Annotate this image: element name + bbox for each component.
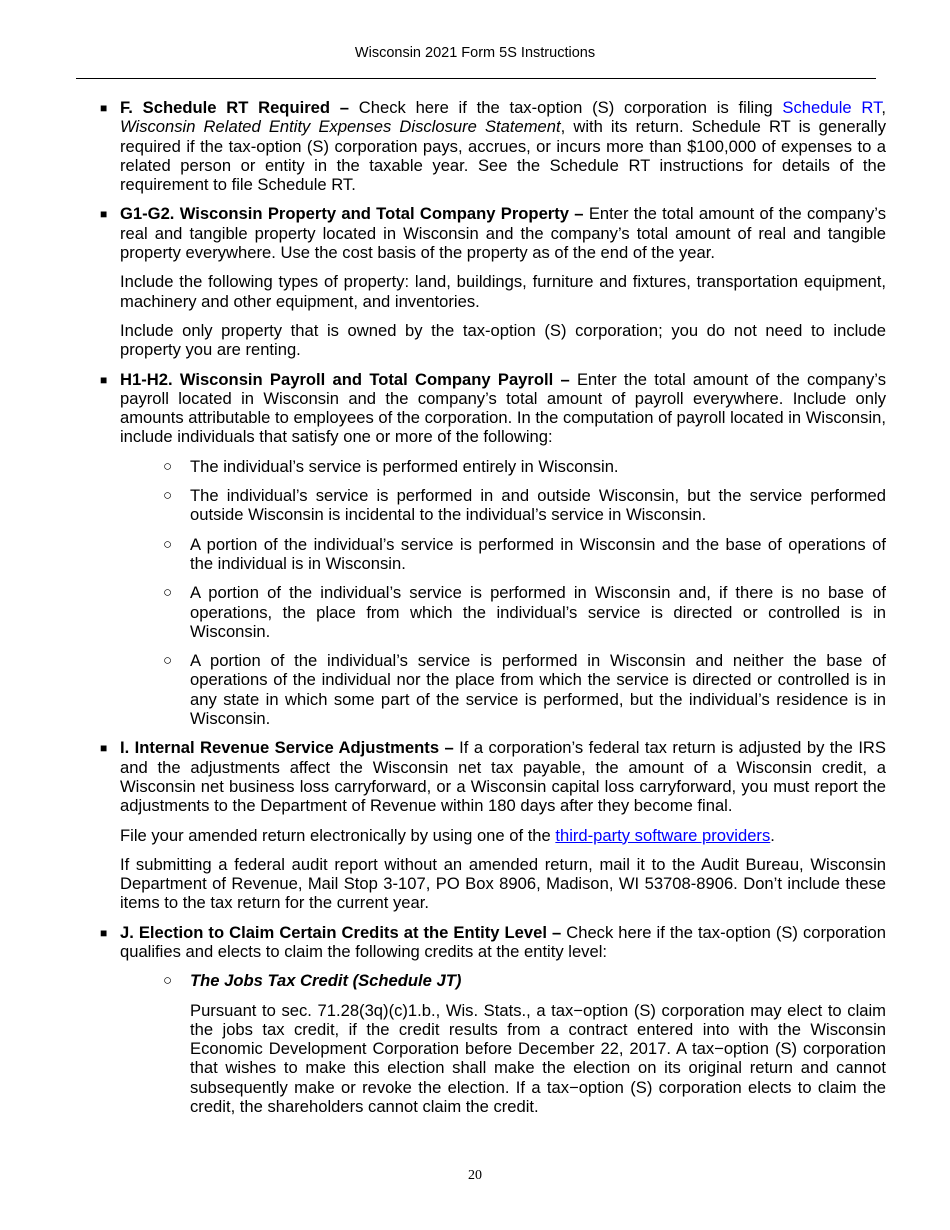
header-divider [76,78,876,79]
section-f-text-2: , with its return. Schedule RT is generally required if the tax-option (S) corporation pays, accrues, or incurs more than $100,000 of expenses to a related person or entity in the taxable year. See the Schedule RT instructions for details of the requirement to file Schedule RT. [120,117,887,195]
list-item [100,583,886,641]
section-g [100,204,886,262]
list-item-text: The individual’s service is performed in and outside Wisconsin, but the service performed outside Wisconsin is incidental to the individual’s service in Wisconsin. [190,486,886,525]
section-f-comma: , [881,98,886,117]
section-h-text: Enter the total amount of the company’s payroll located in Wisconsin and the company’s total amount of payroll everywhere. Include only amounts attributable to employees of the corporation. In the computation of payroll located in Wisconsin, include individuals that satisfy one or more of the following: [120,369,886,447]
section-i-paragraph-1 [100,826,886,845]
circle-bullet-icon: ○ [163,535,173,553]
section-g-paragraph-2: Include only property that is owned by the tax-option (S) corporation; you do not need to include property you are renting. [120,320,886,360]
circle-bullet-icon: ○ [163,584,173,602]
section-i-heading: I. Internal Revenue Service Adjustments – [120,738,454,758]
square-bullet-icon: ■ [100,207,108,222]
list-item [100,457,886,476]
section-j [100,923,886,962]
section-g-heading: G1-G2. Wisconsin Property and Total Company Property – [120,204,584,224]
page-number: 20 [468,1168,482,1183]
list-item-text: A portion of the individual’s service is performed in Wisconsin and the base of operations of the individual is in Wisconsin. [190,534,886,573]
schedule-rt-link[interactable]: Schedule RT [782,98,882,117]
list-item-text: A portion of the individual’s service is performed in Wisconsin and, if there is no base of operations, the place from which the individual’s service is directed or controlled is in Wisconsin. [190,583,886,641]
list-item [100,535,886,574]
circle-bullet-icon: ○ [163,487,173,505]
section-f-heading: F. Schedule RT Required – [120,98,350,117]
third-party-software-link[interactable]: third-party software providers [555,825,771,845]
section-g-paragraph-1: Include the following types of property: land, buildings, furniture and fixtures, transportation equipment, machinery and other equipment, and inventories. [120,272,886,311]
section-h-heading: H1-H2. Wisconsin Payroll and Total Company Payroll – [120,369,570,389]
section-i-paragraph-1-text: File your amended return electronically by using one of the [120,825,556,845]
list-item-text: A portion of the individual’s service is performed in Wisconsin and neither the base of operations of the individual nor the place from which the service is directed or controlled is in any state in which some part of the service is performed, but the individual’s residence is in Wisconsin. [190,651,886,729]
jobs-tax-credit-heading: The Jobs Tax Credit (Schedule JT) [190,971,462,991]
document-body [100,98,886,1126]
square-bullet-icon: ■ [100,372,108,387]
circle-bullet-icon: ○ [163,972,173,990]
square-bullet-icon: ■ [100,925,108,940]
square-bullet-icon: ■ [100,741,108,756]
jobs-tax-credit-text: Pursuant to sec. 71.28(3q)(c)1.b., Wis. Stats., a tax−option (S) corporation may elect to claim the jobs tax credit, if the credit results from a contract entered into with the Wisconsin Economic Development Corporation before December 22, 2017. A tax−option (S) corporation that wishes to make this election shall make the election on its original return and cannot subsequently make or revoke the election. If a tax−option (S) corporation elects to claim the credit, the shareholders cannot claim the credit. [190,1000,886,1117]
circle-bullet-icon: ○ [163,652,173,670]
section-i-paragraph-2: If submitting a federal audit report without an amended return, mail it to the Audit Bureau, Wisconsin Department of Revenue, Mail Stop 3-107, PO Box 8906, Madison, WI 53708-8906. Don’t include these items to the tax return for the current year. [120,854,886,913]
section-i [100,738,886,815]
page-header: Wisconsin 2021 Form 5S Instructions [354,45,596,61]
section-f-italic-title: Wisconsin Related Entity Expenses Disclosure Statement [120,117,561,137]
list-item [100,971,886,990]
list-item [100,486,886,525]
list-item-text: The individual’s service is performed entirely in Wisconsin. [190,456,619,476]
section-i-text: If a corporation’s federal tax return is adjusted by the IRS and the adjustments affect the Wisconsin net tax payable, the amount of a Wisconsin credit, a Wisconsin net business loss carryforward, or a Wisconsin capital loss carryforward, you must report the adjustments to the Department of Revenue within 180 days after they become final. [120,738,886,816]
circle-bullet-icon: ○ [163,457,173,475]
section-f-text: Check here if the tax-option (S) corporation is filing [349,98,783,117]
list-item [100,651,886,728]
section-f [100,98,886,194]
section-g-text: Enter the total amount of the company’s real and tangible property located in Wisconsin and the company’s total amount of real and tangible property everywhere. Use the cost basis of the property as of the end of the year. [120,204,886,263]
section-j-text: Check here if the tax-option (S) corporation qualifies and elects to claim the following credits at the entity level: [120,922,887,961]
section-i-paragraph-1-end: . [770,825,775,845]
section-h [100,370,886,447]
square-bullet-icon: ■ [100,101,108,115]
section-j-heading: J. Election to Claim Certain Credits at the Entity Level – [120,922,562,942]
